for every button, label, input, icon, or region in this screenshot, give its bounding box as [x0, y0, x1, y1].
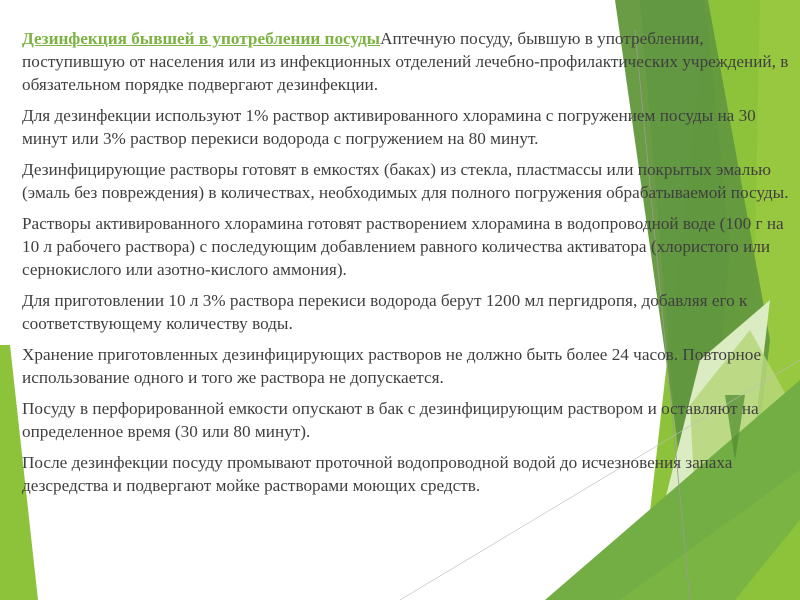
title-link[interactable]: Дезинфекция бывшей в употреблении посуды — [22, 29, 381, 48]
paragraph-text: Аптечную посуду, бывшую в употреблении, поступившую от населения или из инфекционных отделений лечебно-профилактических учреждений, в обязательном порядке подвергают дезинфекции. — [22, 29, 789, 94]
slide-body — [22, 27, 792, 505]
paragraph-chloramine-prep: Растворы активированного хлорамина готовят растворением хлорамина в водопроводной воде (100 г на 10 л рабочего раствора) с последующим добавлением равного количества активатора (хлористого или сернокислого или азотно-кислого аммония). — [22, 214, 784, 279]
paragraph-containers: Дезинфицирующие растворы готовят в емкостях (баках) из стекла, пластмассы или покрытых эмалью (эмаль без повреждения) в количествах, необходимых для полного погружения обрабатываемой посуды. — [22, 160, 789, 202]
paragraph-intro — [22, 27, 792, 96]
paragraph-procedure: Посуду в перфорированной емкости опускают в бак с дезинфицирующим раствором и оставляют на определенное время (30 или 80 минут). — [22, 399, 759, 441]
paragraph-rinsing: После дезинфекции посуду промывают проточной водопроводной водой до исчезновения запаха дезсредства и подвергают мойке растворами моющих средств. — [22, 453, 733, 495]
paragraph-peroxide-prep: Для приготовлении 10 л 3% раствора перекиси водорода берут 1200 мл пергидропя, добавляя его к соответствующему количеству воды. — [22, 291, 748, 333]
paragraph-disinfection-solutions: Для дезинфекции используют 1% раствор активированного хлорамина с погружением посуды на 30 минут или 3% раствор перекиси водорода с погружением на 80 минут. — [22, 106, 756, 148]
paragraph-storage: Хранение приготовленных дезинфицирующих растворов не должно быть более 24 часов. Повторное использование одного и того же раствора не допускается. — [22, 345, 762, 387]
